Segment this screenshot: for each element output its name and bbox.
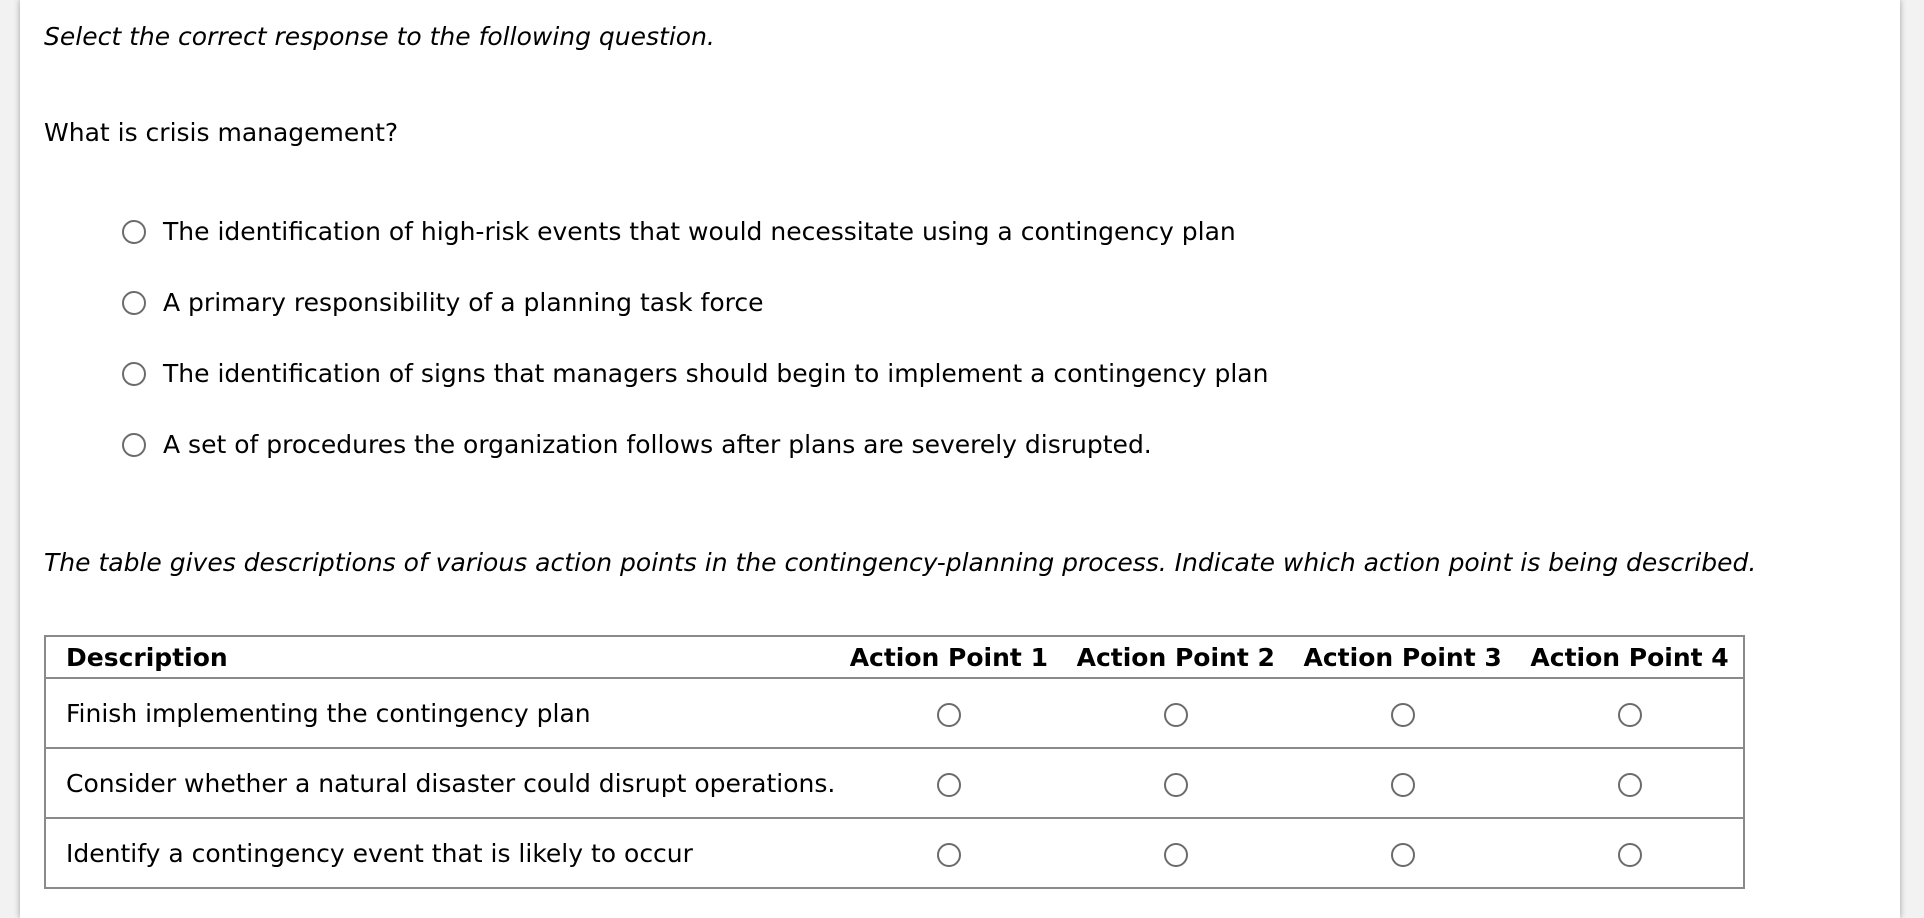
radio-button-icon[interactable] (122, 291, 146, 315)
radio-button-icon[interactable] (122, 220, 146, 244)
question-page (20, 0, 1900, 918)
cell-action-point-4[interactable] (1516, 748, 1744, 818)
header-action-point-2: Action Point 2 (1062, 636, 1289, 678)
question1-options (122, 196, 1268, 480)
radio-button-icon[interactable] (1618, 703, 1642, 727)
radio-button-icon[interactable] (1164, 703, 1188, 727)
action-point-table (44, 635, 1745, 889)
cell-action-point-3[interactable] (1289, 818, 1516, 888)
option-2[interactable] (122, 267, 1268, 338)
radio-button-icon[interactable] (122, 433, 146, 457)
cell-action-point-2[interactable] (1062, 748, 1289, 818)
option-label[interactable]: The identification of signs that managers should begin to implement a contingency plan (163, 358, 1269, 388)
radio-button-icon[interactable] (937, 773, 961, 797)
cell-action-point-3[interactable] (1289, 748, 1516, 818)
radio-button-icon[interactable] (1618, 843, 1642, 867)
table-row (45, 748, 1744, 818)
row-description: Finish implementing the contingency plan (45, 678, 835, 748)
radio-button-icon[interactable] (937, 843, 961, 867)
header-action-point-1: Action Point 1 (835, 636, 1062, 678)
option-label[interactable]: A set of procedures the organization follows after plans are severely disrupted. (163, 429, 1152, 459)
cell-action-point-2[interactable] (1062, 818, 1289, 888)
cell-action-point-1[interactable] (835, 748, 1062, 818)
cell-action-point-3[interactable] (1289, 678, 1516, 748)
option-1[interactable] (122, 196, 1268, 267)
cell-action-point-1[interactable] (835, 678, 1062, 748)
cell-action-point-2[interactable] (1062, 678, 1289, 748)
option-4[interactable] (122, 409, 1268, 480)
question2-instruction: The table gives descriptions of various action points in the contingency-planning process. Indicate which action point is being described. (44, 548, 1757, 577)
radio-button-icon[interactable] (1164, 843, 1188, 867)
header-action-point-4: Action Point 4 (1516, 636, 1744, 678)
cell-action-point-4[interactable] (1516, 818, 1744, 888)
cell-action-point-1[interactable] (835, 818, 1062, 888)
row-description: Consider whether a natural disaster could disrupt operations. (45, 748, 835, 818)
option-label[interactable]: A primary responsibility of a planning task force (163, 287, 764, 317)
question1-instruction: Select the correct response to the following question. (44, 22, 715, 51)
radio-button-icon[interactable] (1391, 773, 1415, 797)
table-row (45, 678, 1744, 748)
option-label[interactable]: The identification of high-risk events that would necessitate using a contingency plan (163, 216, 1236, 246)
radio-button-icon[interactable] (1164, 773, 1188, 797)
radio-button-icon[interactable] (1391, 843, 1415, 867)
header-description: Description (45, 636, 835, 678)
table-header-row (45, 636, 1744, 678)
option-3[interactable] (122, 338, 1268, 409)
radio-button-icon[interactable] (937, 703, 961, 727)
radio-button-icon[interactable] (1618, 773, 1642, 797)
cell-action-point-4[interactable] (1516, 678, 1744, 748)
radio-button-icon[interactable] (1391, 703, 1415, 727)
row-description: Identify a contingency event that is likely to occur (66, 838, 693, 868)
question1-prompt: What is crisis management? (44, 118, 399, 147)
header-action-point-3: Action Point 3 (1289, 636, 1516, 678)
radio-button-icon[interactable] (122, 362, 146, 386)
table-row (45, 818, 1744, 888)
